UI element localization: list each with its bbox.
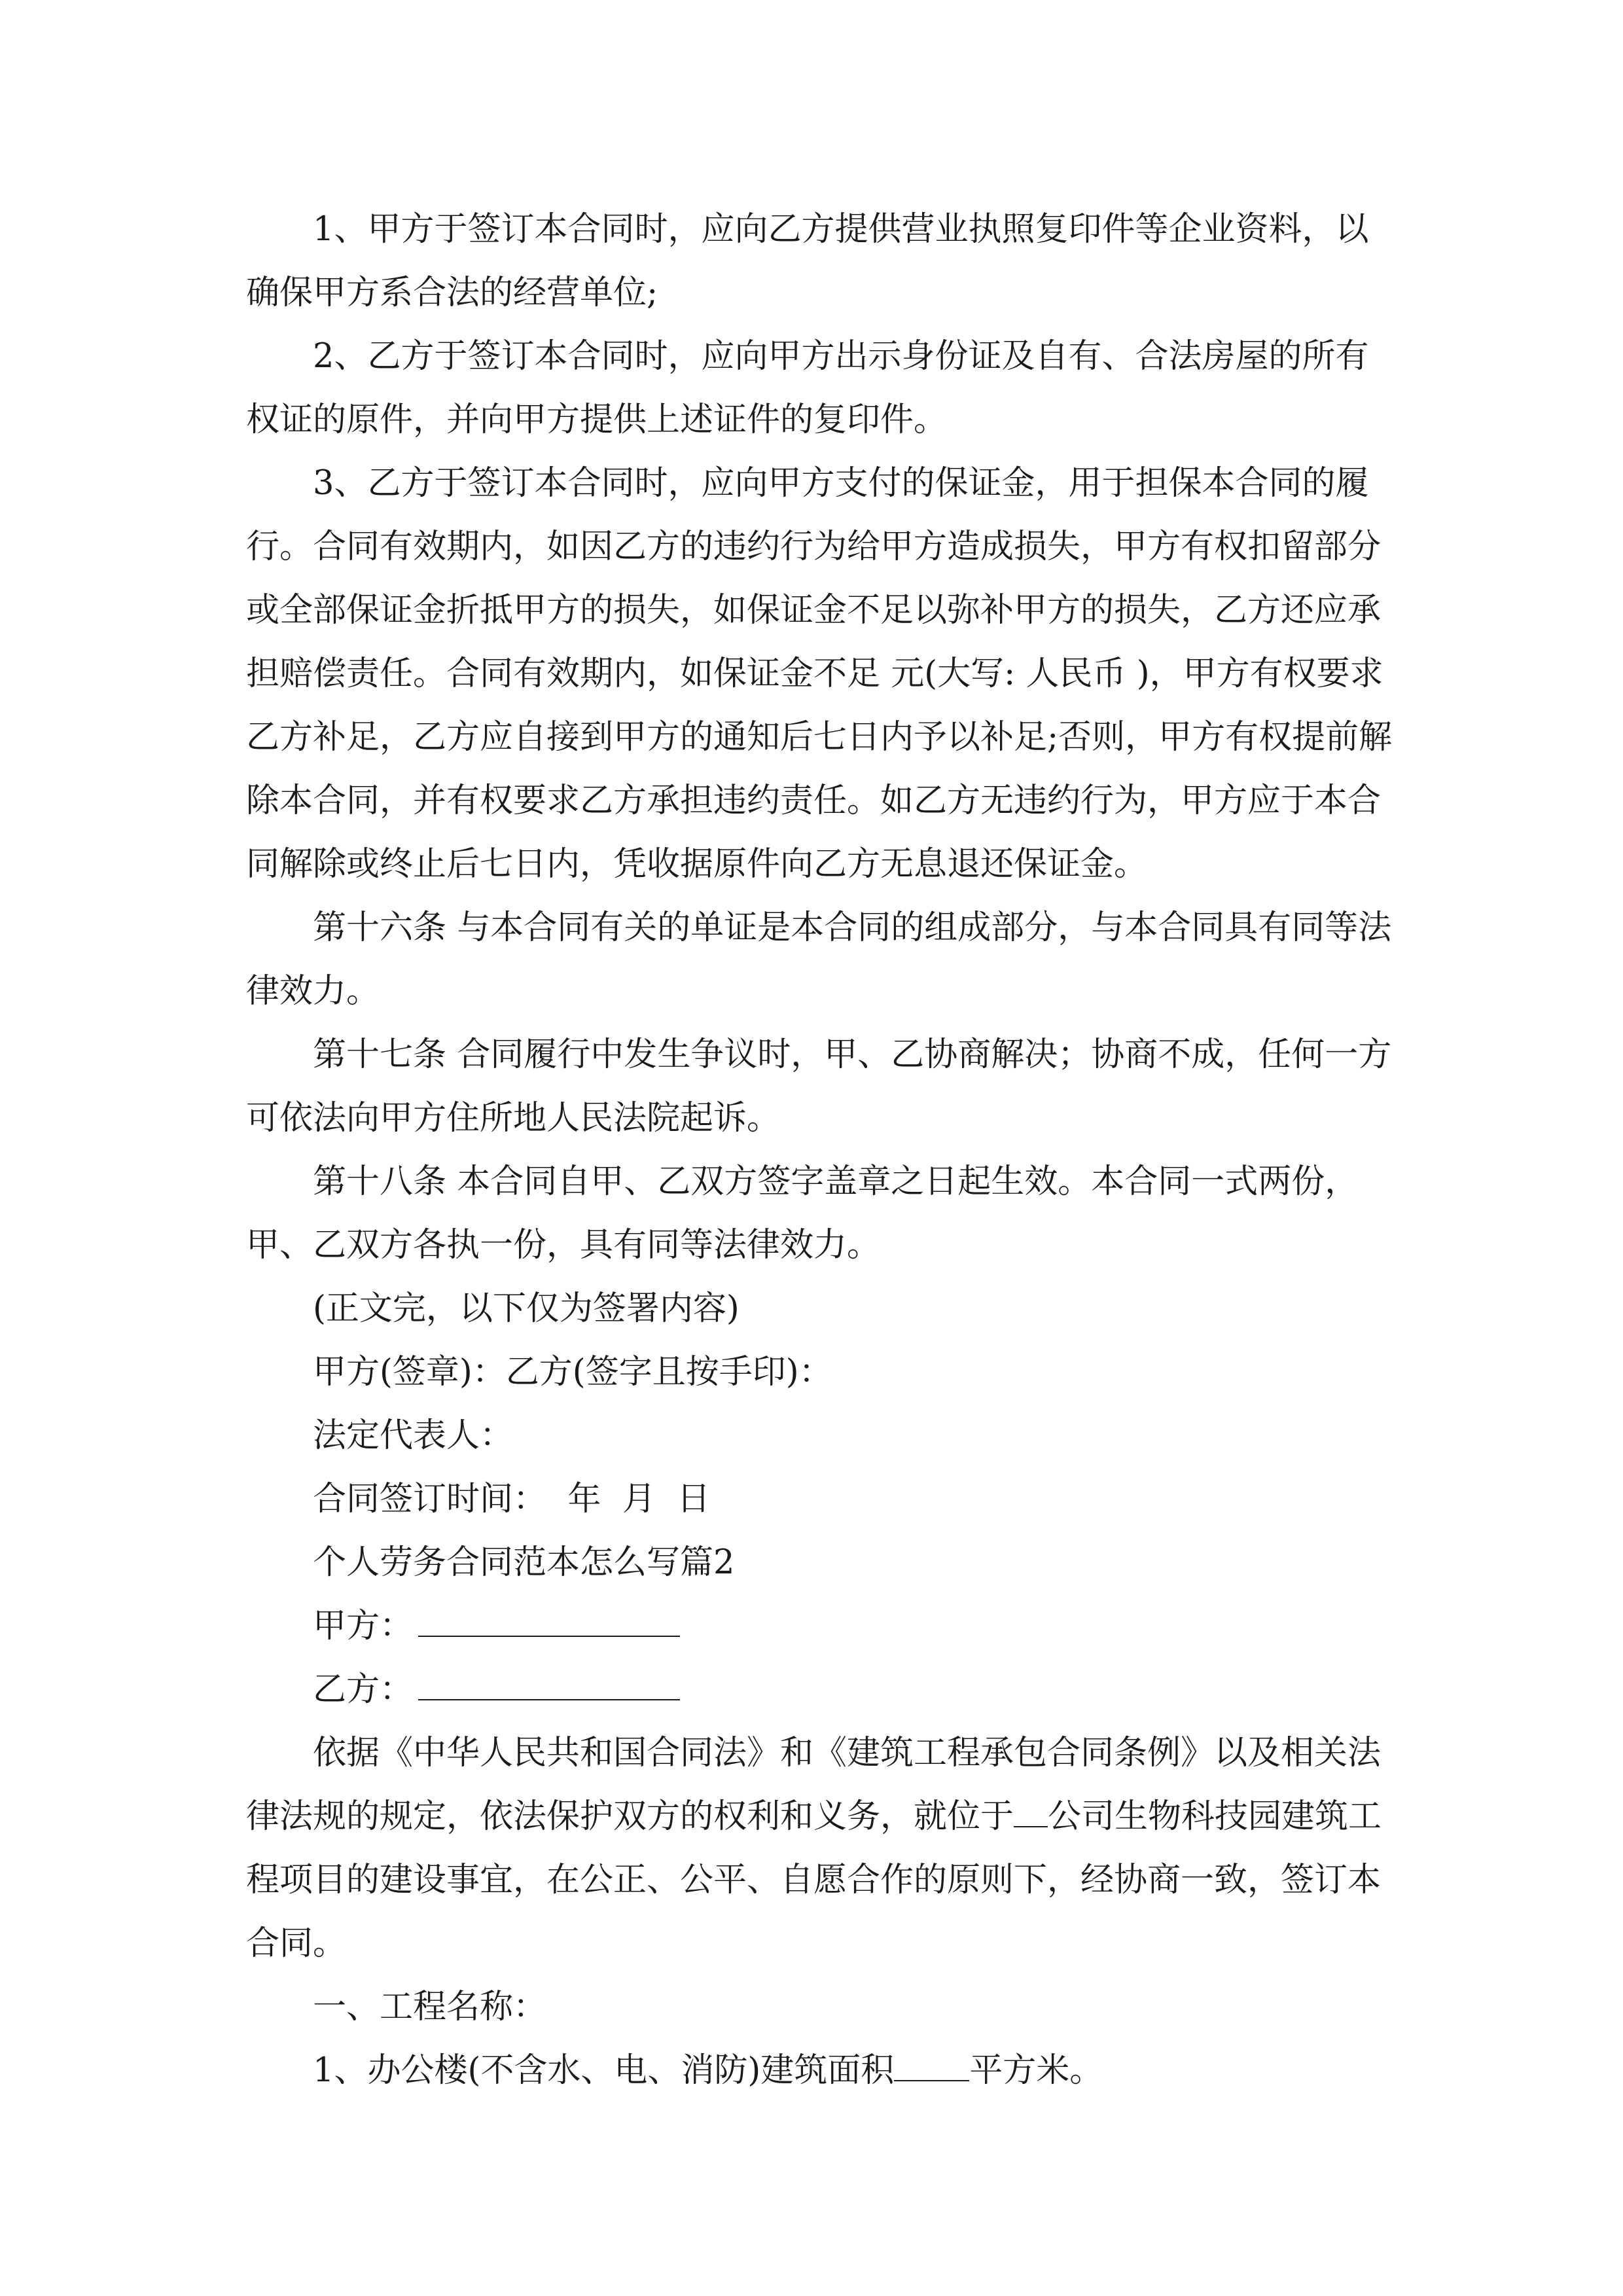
- paragraph-legal-representative: 法定代表人：: [313, 1416, 514, 1455]
- location-blank: [1014, 1789, 1048, 1827]
- office-building-text-b: 平方米。: [969, 2051, 1103, 2090]
- section-heading-part-2: 个人劳务合同范本怎么写篇2: [313, 1543, 735, 1582]
- party-a-blank: [418, 1599, 680, 1637]
- paragraph-basis: [246, 1721, 1398, 1975]
- party-a-line: [246, 1594, 1398, 1658]
- basis-text-b: 公司生物科技园建筑工程项目的建设事宜，在公正、公平、自愿合作的原则下，经协商一致，签订本合同。: [246, 1797, 1382, 1963]
- signing-date-text: 合同签订时间： 年 月 日: [313, 1480, 711, 1518]
- area-blank: [894, 2043, 969, 2081]
- paragraph-article-17: 第十七条 合同履行中发生争议时，甲、乙协商解决；协商不成，任何一方可依法向甲方住所地人民法院起诉。: [246, 1035, 1392, 1138]
- paragraph-body-end-note: (正文完，以下仅为签署内容): [313, 1289, 740, 1328]
- paragraph-clause-1: 1、甲方于签订本合同时，应向乙方提供营业执照复印件等企业资料，以确保甲方系合法的经营单位;: [246, 210, 1369, 312]
- paragraph-clause-3: 3、乙方于签订本合同时，应向甲方支付的保证金，用于担保本合同的履行。合同有效期内，如因乙方的违约行为给甲方造成损失，甲方有权扣留部分或全部保证金折抵甲方的损失，如保证金不足以弥补甲方的损失，乙方还应承担赔偿责任。合同有效期内，如保证金不足 元(大写: 人民币 )，甲方有权要求乙方补足，乙方应自接到甲方的通知后七日内予以补足;否则，甲方有权提前解除本合同，并有权要求乙方承担违约责任。如乙方无违约行为，甲方应于本合同解除或终止后七日内，凭收据原件向乙方无息退还保证金。: [246, 464, 1393, 884]
- basis-text-a: 依据《中华人民共和国合同法》和《建筑工程承包合同条例》以及相关法律法规的规定，依法保护双方的权利和义务，就位于: [246, 1734, 1382, 1836]
- document-body: [246, 198, 1398, 2102]
- party-a-label: 甲方：: [313, 1607, 414, 1645]
- party-b-blank: [418, 1662, 680, 1700]
- paragraph-signing-date: [246, 1467, 1398, 1531]
- section-heading-project-name: 一、工程名称：: [313, 1988, 547, 2026]
- office-building-text-a: 1、办公楼(不含水、电、消防)建筑面积: [313, 2051, 895, 2090]
- paragraph-clause-2: 2、乙方于签订本合同时，应向甲方出示身份证及自有、合法房屋的所有权证的原件，并向甲方提供上述证件的复印件。: [246, 337, 1369, 439]
- paragraph-article-18: 第十八条 本合同自甲、乙双方签字盖章之日起生效。本合同一式两份，甲、乙双方各执一份，具有同等法律效力。: [246, 1162, 1359, 1265]
- paragraph-office-building: [246, 2039, 1398, 2102]
- party-b-line: [246, 1658, 1398, 1721]
- paragraph-article-16: 第十六条 与本合同有关的单证是本合同的组成部分，与本合同具有同等法律效力。: [246, 908, 1392, 1011]
- party-b-label: 乙方：: [313, 1670, 414, 1709]
- paragraph-signatures: 甲方(签章)：乙方(签字且按手印)：: [313, 1353, 832, 1391]
